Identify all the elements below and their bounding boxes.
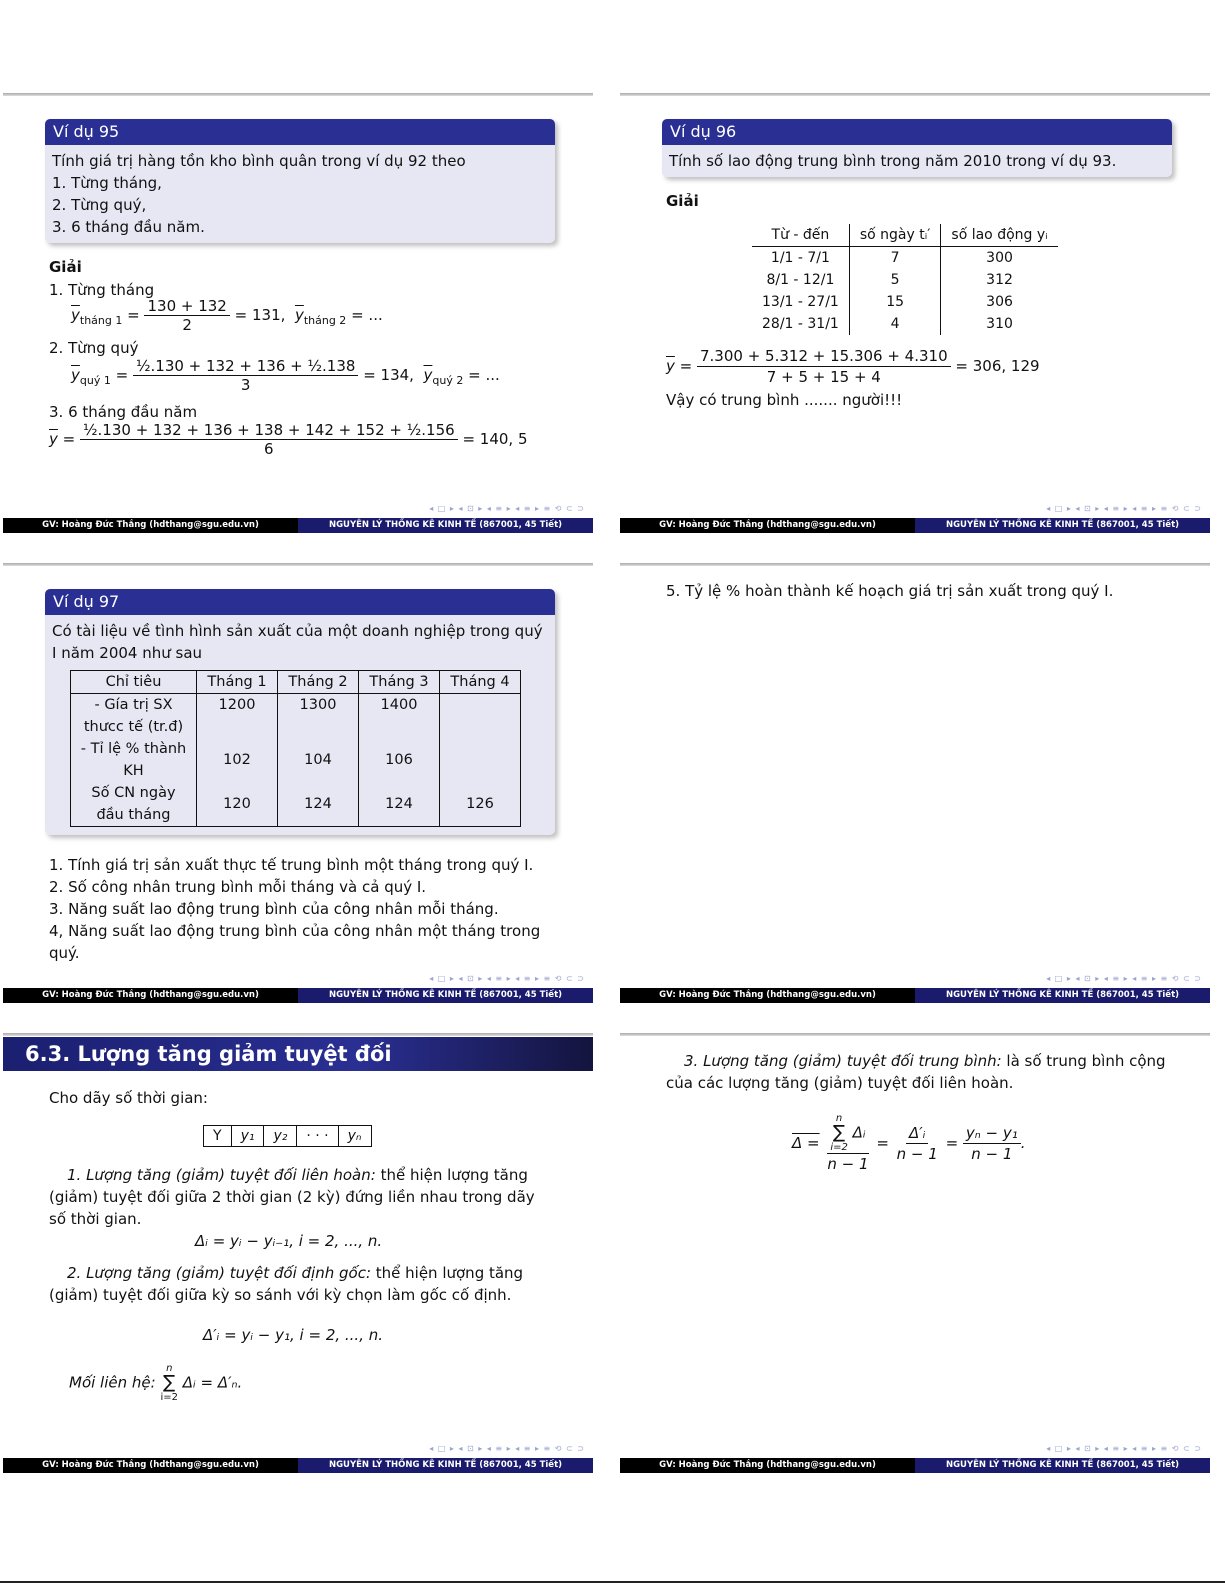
slide-example-96 — [620, 93, 1210, 533]
slide-footer — [3, 988, 593, 1003]
footer-course: NGUYÊN LÝ THỐNG KÊ KINH TẾ (867001, 45 Tiết) — [298, 1458, 593, 1473]
table-cell: 312 — [986, 272, 1013, 288]
sequence-table — [203, 1125, 372, 1147]
block-title: Ví dụ 97 — [45, 589, 555, 615]
slide-footer — [620, 1458, 1210, 1473]
formula-average-labor: $\overline{y}$ = $\frac{7.300 + 5.312 + 15.306 + 4.310}{7 + 5 + 15 + 4}$ = 306, 129 — [666, 347, 1040, 386]
footer-author: GV: Hoàng Đức Thắng (hdthang@sgu.edu.vn) — [3, 1458, 298, 1473]
beamer-nav-controls[interactable]: ◂ □ ▸ ◂ ⊡ ▸ ◂ ≡ ▸ ◂ ≡ ▸ ≡ ⟲ ⊂ ⊃ — [429, 504, 585, 513]
table-cell: 7 — [849, 247, 941, 270]
beamer-nav-controls[interactable]: ◂ □ ▸ ◂ ⊡ ▸ ◂ ≡ ▸ ◂ ≡ ▸ ≡ ⟲ ⊂ ⊃ — [1046, 974, 1202, 983]
table-header: Từ - đến — [752, 224, 849, 247]
table-cell: 120 — [197, 782, 278, 827]
block-item: 1. Từng tháng, — [52, 174, 162, 192]
question-item: 3. Năng suất lao động trung bình của công nhân mỗi tháng. — [49, 900, 499, 918]
block-intro: Có tài liệu về tình hình sản xuất của một doanh nghiệp trong quý I năm 2004 như sau — [52, 622, 543, 662]
question-item: 5. Tỷ lệ % hoàn thành kế hoạch giá trị sản xuất trong quý I. — [666, 582, 1114, 600]
table-header-row — [752, 224, 1058, 247]
beamer-nav-controls[interactable]: ◂ □ ▸ ◂ ⊡ ▸ ◂ ≡ ▸ ◂ ≡ ▸ ≡ ⟲ ⊂ ⊃ — [1046, 504, 1202, 513]
table-row — [752, 313, 1058, 335]
table-header: Tháng 4 — [440, 671, 521, 694]
slide-top-rule — [3, 1033, 593, 1036]
table-cell — [440, 738, 521, 782]
formula-base-change: Δ′ᵢ = yᵢ − y₁, i = 2, ..., n. — [203, 1326, 384, 1344]
table-header: Tháng 2 — [278, 671, 359, 694]
formula-quarterly: $\overline{y}_{quý 1}$ = $\frac{\text{½.130 + 132 + 136 + ½.138}}{3}$ = 134, $\overline{y}_{quý 2}$ = ... — [71, 357, 500, 394]
table-cell: 15 — [849, 291, 941, 313]
definition-paragraph: 1. Lượng tăng (giảm) tuyệt đối liên hoàn: thể hiện lượng tăng (giảm) tuyệt đối giữa 2 thời gian (2 kỳ) đứng liền nhau trong dãy số thời gian. — [49, 1166, 535, 1228]
table-cell: 1/1 - 7/1 — [752, 247, 849, 270]
question-item: 4, Năng suất lao động trung bình của công nhân một tháng trong quý. — [49, 922, 541, 962]
table-cell: 1400 — [359, 694, 440, 739]
example-block — [45, 119, 555, 243]
slide-footer — [3, 1458, 593, 1473]
footer-author: GV: Hoàng Đức Thắng (hdthang@sgu.edu.vn) — [3, 988, 298, 1003]
table-cell: 13/1 - 27/1 — [752, 291, 849, 313]
table-cell: y₂ — [264, 1126, 297, 1147]
block-item: 2. Từng quý, — [52, 196, 147, 214]
table-cell — [440, 694, 521, 739]
table-cell: 124 — [359, 782, 440, 827]
block-body — [662, 145, 1172, 177]
footer-author: GV: Hoàng Đức Thắng (hdthang@sgu.edu.vn) — [620, 988, 915, 1003]
slide-example-95 — [3, 93, 593, 533]
slide-footer — [620, 988, 1210, 1003]
intro-text: Cho dãy số thời gian: — [49, 1089, 208, 1107]
solution-item: 1. Từng tháng — [49, 281, 155, 299]
table-cell: y₁ — [231, 1126, 264, 1147]
table-row — [752, 269, 1058, 291]
table-cell: 306 — [986, 294, 1013, 310]
formula-chain-change: Δᵢ = yᵢ − yᵢ₋₁, i = 2, ..., n. — [195, 1232, 383, 1250]
example-block — [45, 589, 555, 835]
table-cell: 310 — [986, 316, 1013, 332]
table-row — [71, 782, 521, 827]
table-cell: - Tỉ lệ % thành KH — [71, 738, 197, 782]
footer-author: GV: Hoàng Đức Thắng (hdthang@sgu.edu.vn) — [620, 1458, 915, 1473]
table-cell: Số CN ngày đầu tháng — [71, 782, 197, 827]
slide-question-5 — [620, 563, 1210, 1003]
footer-course: NGUYÊN LÝ THỐNG KÊ KINH TẾ (867001, 45 Tiết) — [915, 518, 1210, 533]
conclusion-text: Vậy có trung bình ....... người!!! — [666, 391, 903, 409]
table-row — [71, 738, 521, 782]
table-header-row — [71, 671, 521, 694]
formula-monthly: $\overline{y}_{tháng 1}$ = $\frac{130 + 132}{2}$ = 131, $\overline{y}_{tháng 2}$ = ... — [71, 297, 383, 334]
block-title: Ví dụ 96 — [662, 119, 1172, 145]
footer-course: NGUYÊN LÝ THỐNG KÊ KINH TẾ (867001, 45 Tiết) — [298, 518, 593, 533]
solution-heading: Giải — [666, 192, 699, 210]
slide-top-rule — [3, 563, 593, 566]
table-cell: yₙ — [338, 1126, 371, 1147]
block-intro: Tính giá trị hàng tồn kho bình quân trong ví dụ 92 theo — [52, 152, 466, 170]
question-item: 2. Số công nhân trung bình mỗi tháng và cả quý I. — [49, 878, 427, 896]
table-cell: 124 — [278, 782, 359, 827]
slide-example-97 — [3, 563, 593, 1003]
table-cell: 104 — [278, 738, 359, 782]
footer-course: NGUYÊN LÝ THỐNG KÊ KINH TẾ (867001, 45 Tiết) — [298, 988, 593, 1003]
table-cell: 5 — [849, 269, 941, 291]
block-body — [45, 145, 555, 243]
sum-symbol: n ∑ i=2 — [160, 1363, 178, 1403]
table-cell: 106 — [359, 738, 440, 782]
production-table — [70, 670, 521, 827]
footer-course: NGUYÊN LÝ THỐNG KÊ KINH TẾ (867001, 45 Tiết) — [915, 1458, 1210, 1473]
table-row — [204, 1126, 372, 1147]
page-bottom-rule — [0, 1581, 1225, 1583]
table-cell: 126 — [440, 782, 521, 827]
table-header: số lao động yᵢ — [941, 224, 1058, 247]
block-body — [45, 615, 555, 835]
table-cell: 1200 — [197, 694, 278, 739]
block-title: Ví dụ 95 — [45, 119, 555, 145]
table-cell: 1300 — [278, 694, 359, 739]
example-block — [662, 119, 1172, 177]
table-cell: 4 — [849, 313, 941, 335]
beamer-nav-controls[interactable]: ◂ □ ▸ ◂ ⊡ ▸ ◂ ≡ ▸ ◂ ≡ ▸ ≡ ⟲ ⊂ ⊃ — [1046, 1444, 1202, 1453]
slide-top-rule — [620, 1033, 1210, 1036]
slide-average-change — [620, 1033, 1210, 1473]
slide-top-rule — [620, 563, 1210, 566]
beamer-nav-controls[interactable]: ◂ □ ▸ ◂ ⊡ ▸ ◂ ≡ ▸ ◂ ≡ ▸ ≡ ⟲ ⊂ ⊃ — [429, 974, 585, 983]
table-cell: - Gía trị SX thưcc tế (tr.đ) — [71, 694, 197, 739]
question-item: 1. Tính giá trị sản xuất thực tế trung bình một tháng trong quý I. — [49, 856, 534, 874]
solution-item: 3. 6 tháng đầu năm — [49, 403, 198, 421]
table-cell: 300 — [986, 250, 1013, 266]
section-title: 6.3. Lượng tăng giảm tuyệt đối — [3, 1037, 593, 1071]
definition-paragraph: 2. Lượng tăng (giảm) tuyệt đối định gốc: thể hiện lượng tăng (giảm) tuyệt đối giữa kỳ so sánh với kỳ chọn làm gốc cố định. — [49, 1264, 524, 1304]
slide-footer — [620, 518, 1210, 533]
solution-heading: Giải — [49, 258, 82, 276]
table-cell: 28/1 - 31/1 — [752, 313, 849, 335]
block-item: 3. 6 tháng đầu năm. — [52, 218, 205, 236]
table-cell: 102 — [197, 738, 278, 782]
table-header: Tháng 1 — [197, 671, 278, 694]
slide-top-rule — [620, 93, 1210, 96]
definition-paragraph: 3. Lượng tăng (giảm) tuyệt đối trung bình: là số trung bình cộng của các lượng tăng (giảm) tuyệt đối liên hoàn. — [666, 1052, 1166, 1092]
relation-formula: Mối liên hệ: n ∑ i=2 Δᵢ = Δ′ₙ. — [69, 1363, 243, 1403]
table-header: số ngày tᵢ′ — [849, 224, 941, 247]
solution-item: 2. Từng quý — [49, 339, 139, 357]
formula-half-year: $\overline{y}$ = $\frac{\text{½.130 + 132 + 136 + 138 + 142 + 152 + ½.156}}{6}$ = 140, 5 — [49, 421, 528, 458]
table-header: Chỉ tiêu — [71, 671, 197, 694]
slide-absolute-change — [3, 1033, 593, 1473]
table-cell: · · · — [297, 1126, 338, 1147]
labor-table — [752, 224, 1058, 335]
footer-author: GV: Hoàng Đức Thắng (hdthang@sgu.edu.vn) — [3, 518, 298, 533]
table-cell: 8/1 - 12/1 — [752, 269, 849, 291]
slide-footer — [3, 518, 593, 533]
table-header: Tháng 3 — [359, 671, 440, 694]
beamer-nav-controls[interactable]: ◂ □ ▸ ◂ ⊡ ▸ ◂ ≡ ▸ ◂ ≡ ▸ ≡ ⟲ ⊂ ⊃ — [429, 1444, 585, 1453]
block-intro: Tính số lao động trung bình trong năm 2010 trong ví dụ 93. — [669, 152, 1117, 170]
table-row — [71, 694, 521, 739]
table-row — [752, 291, 1058, 313]
footer-author: GV: Hoàng Đức Thắng (hdthang@sgu.edu.vn) — [620, 518, 915, 533]
table-cell: Y — [204, 1126, 232, 1147]
questions-list — [49, 854, 549, 964]
slide-top-rule — [3, 93, 593, 96]
table-row — [752, 247, 1058, 270]
formula-average-change: Δ = n ∑ i=2 Δᵢ n − 1 = $\frac{\text{Δ′ᵢ}}{n - 1}$ = $\frac{\text{yₙ − y₁}}{n - 1}$ . — [792, 1113, 1026, 1173]
footer-course: NGUYÊN LÝ THỐNG KÊ KINH TẾ (867001, 45 Tiết) — [915, 988, 1210, 1003]
